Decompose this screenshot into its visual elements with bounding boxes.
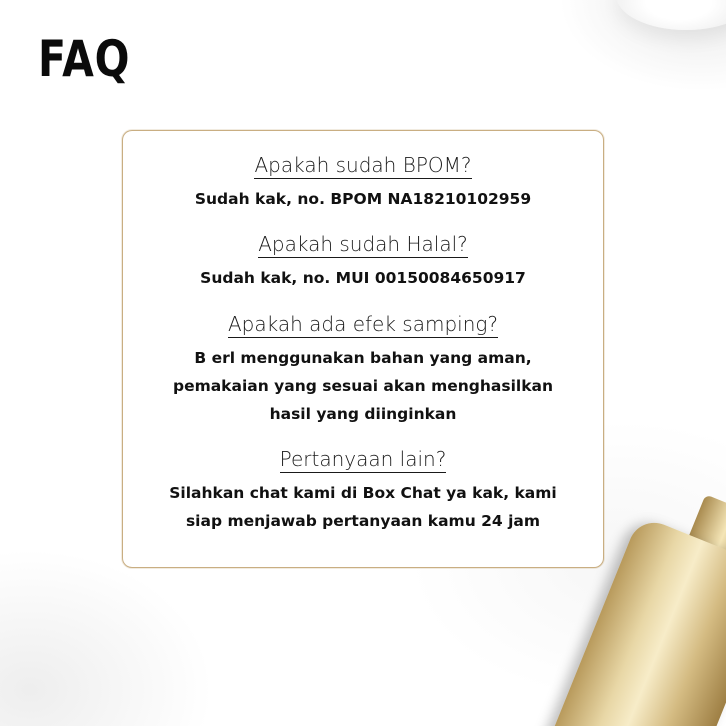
faq-question: Apakah sudah Halal?: [258, 232, 468, 256]
faq-answer: [123, 264, 603, 292]
faq-answer-line: siap menjawab pertanyaan kamu 24 jam: [185, 512, 541, 530]
page-title: FAQ: [38, 30, 131, 88]
faq-answer: [123, 479, 603, 535]
faq-question: Apakah ada efek samping?: [227, 312, 498, 336]
faq-item-other: [123, 447, 603, 535]
faq-answer: [123, 185, 603, 213]
faq-item-side-effects: [123, 312, 603, 428]
faq-answer: [123, 344, 603, 428]
faq-card: [122, 130, 604, 568]
faq-answer-line: Silahkan chat kami di Box Chat ya kak, kami: [169, 484, 557, 502]
faq-question: Apakah sudah BPOM?: [254, 153, 472, 177]
faq-question: Pertanyaan lain?: [279, 447, 447, 471]
faq-answer-line: B erl menggunakan bahan yang aman,: [194, 349, 532, 367]
faq-answer-line: pemakaian yang sesuai akan menghasilkan: [172, 377, 554, 395]
faq-answer-line: Sudah kak, no. BPOM NA18210102959: [194, 190, 532, 208]
faq-item-bpom: [123, 153, 603, 213]
faq-answer-line: Sudah kak, no. MUI 00150084650917: [200, 269, 526, 287]
faq-item-halal: [123, 232, 603, 292]
faq-answer-line: hasil yang diinginkan: [269, 405, 457, 423]
